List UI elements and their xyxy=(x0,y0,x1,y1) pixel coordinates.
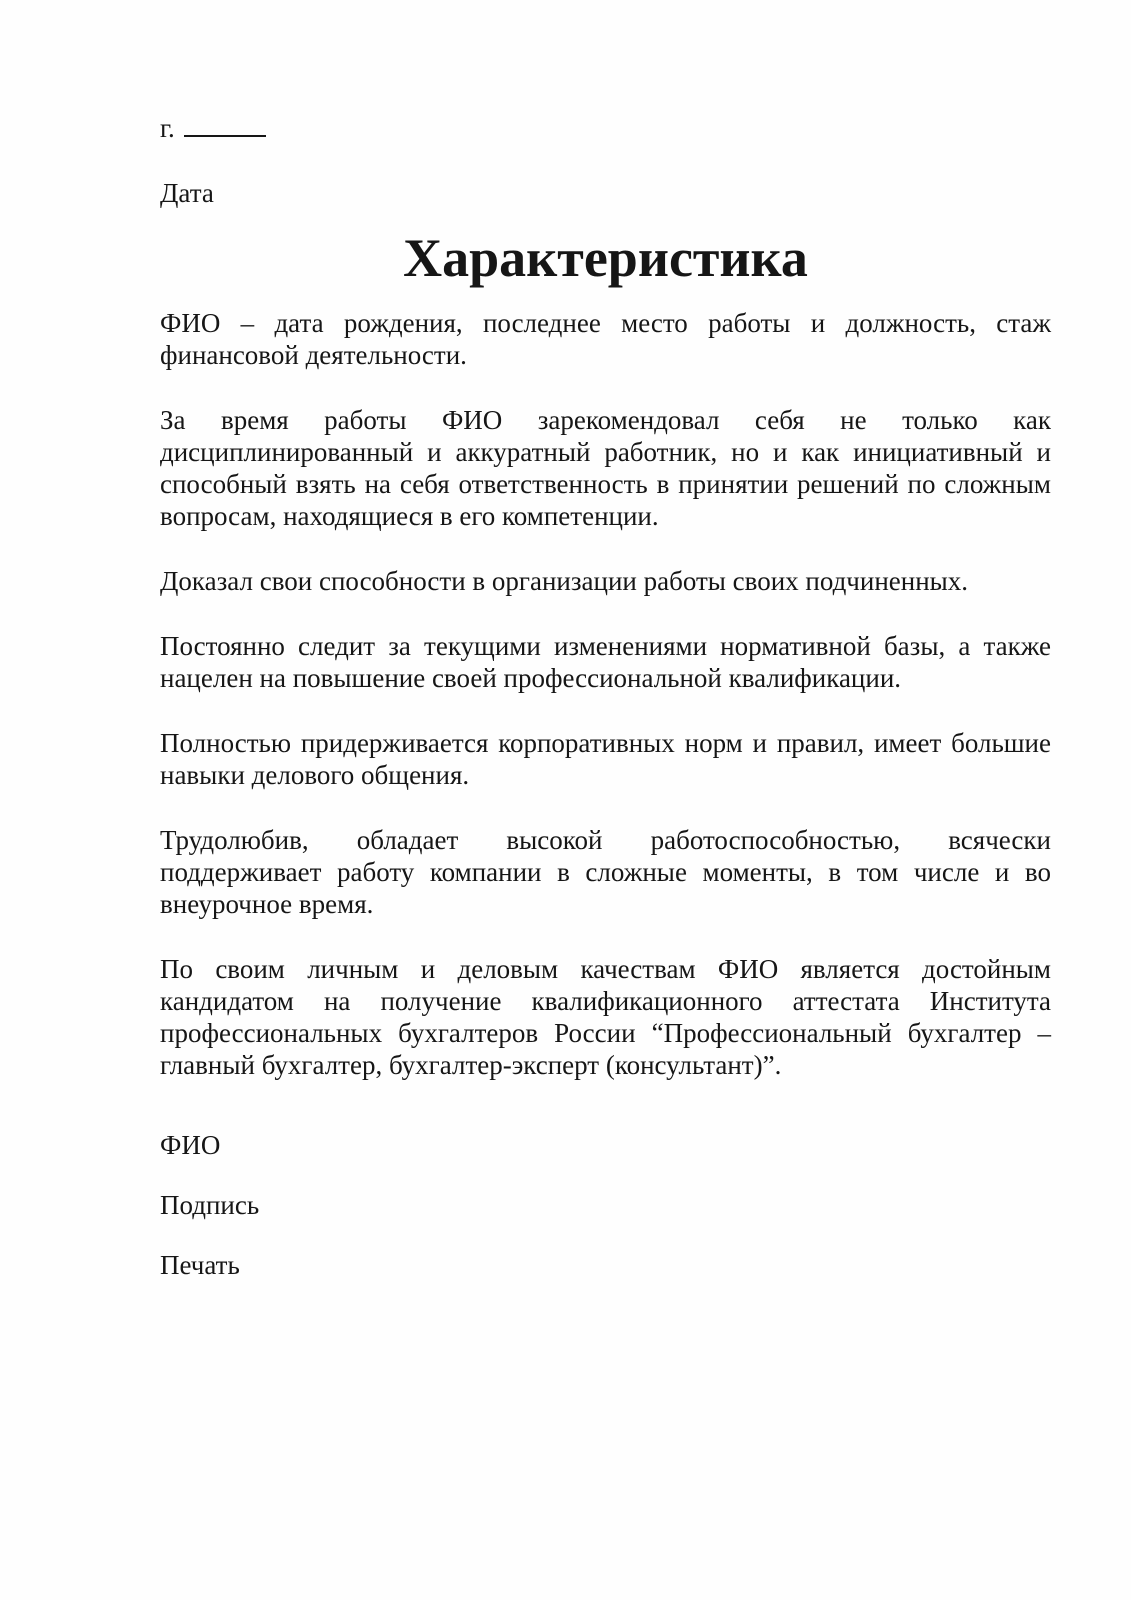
city-blank-underline xyxy=(184,113,266,137)
date-label: Дата xyxy=(160,178,214,208)
city-line xyxy=(160,112,1051,144)
paragraph-recommendation: По своим личным и деловым качествам ФИО является достойным кандидатом на получение квалификационного аттестата Института профессиональных бухгалтеров России “Профессиональный бухгалтер – главный бухгалтер, бухгалтер-эксперт (консультант)”. xyxy=(160,954,1051,1080)
signature-block xyxy=(160,1129,1051,1281)
paragraph-intro: ФИО – дата рождения, последнее место работы и должность, стаж финансовой деятельности. xyxy=(160,308,1051,370)
city-prefix-label: г. xyxy=(160,113,175,143)
paragraph-qualification: Постоянно следит за текущими изменениями нормативной базы, а также нацелен на повышение своей профессиональной квалификации. xyxy=(160,631,1051,693)
paragraph-work-record: За время работы ФИО зарекомендовал себя не только как дисциплинированный и аккуратный работник, но и как инициативный и способный взять на себя ответственность в принятии решений по сложным вопросам, находящиеся в его компетенции. xyxy=(160,405,1051,531)
document-title: Характеристика xyxy=(403,228,808,288)
paragraph-diligence: Трудолюбив, обладает высокой работоспособностью, всячески поддерживает работу компании в сложные моменты, в том числе и во внеурочное время. xyxy=(160,825,1051,919)
paragraph-corporate-norms: Полностью придерживается корпоративных норм и правил, имеет большие навыки делового общения. xyxy=(160,728,1051,790)
paragraph-abilities: Доказал свои способности в организации работы своих подчиненных. xyxy=(160,566,969,596)
signature-sign-label: Подпись xyxy=(160,1190,260,1220)
signature-fio-label: ФИО xyxy=(160,1130,221,1160)
signature-stamp-label: Печать xyxy=(160,1250,240,1280)
